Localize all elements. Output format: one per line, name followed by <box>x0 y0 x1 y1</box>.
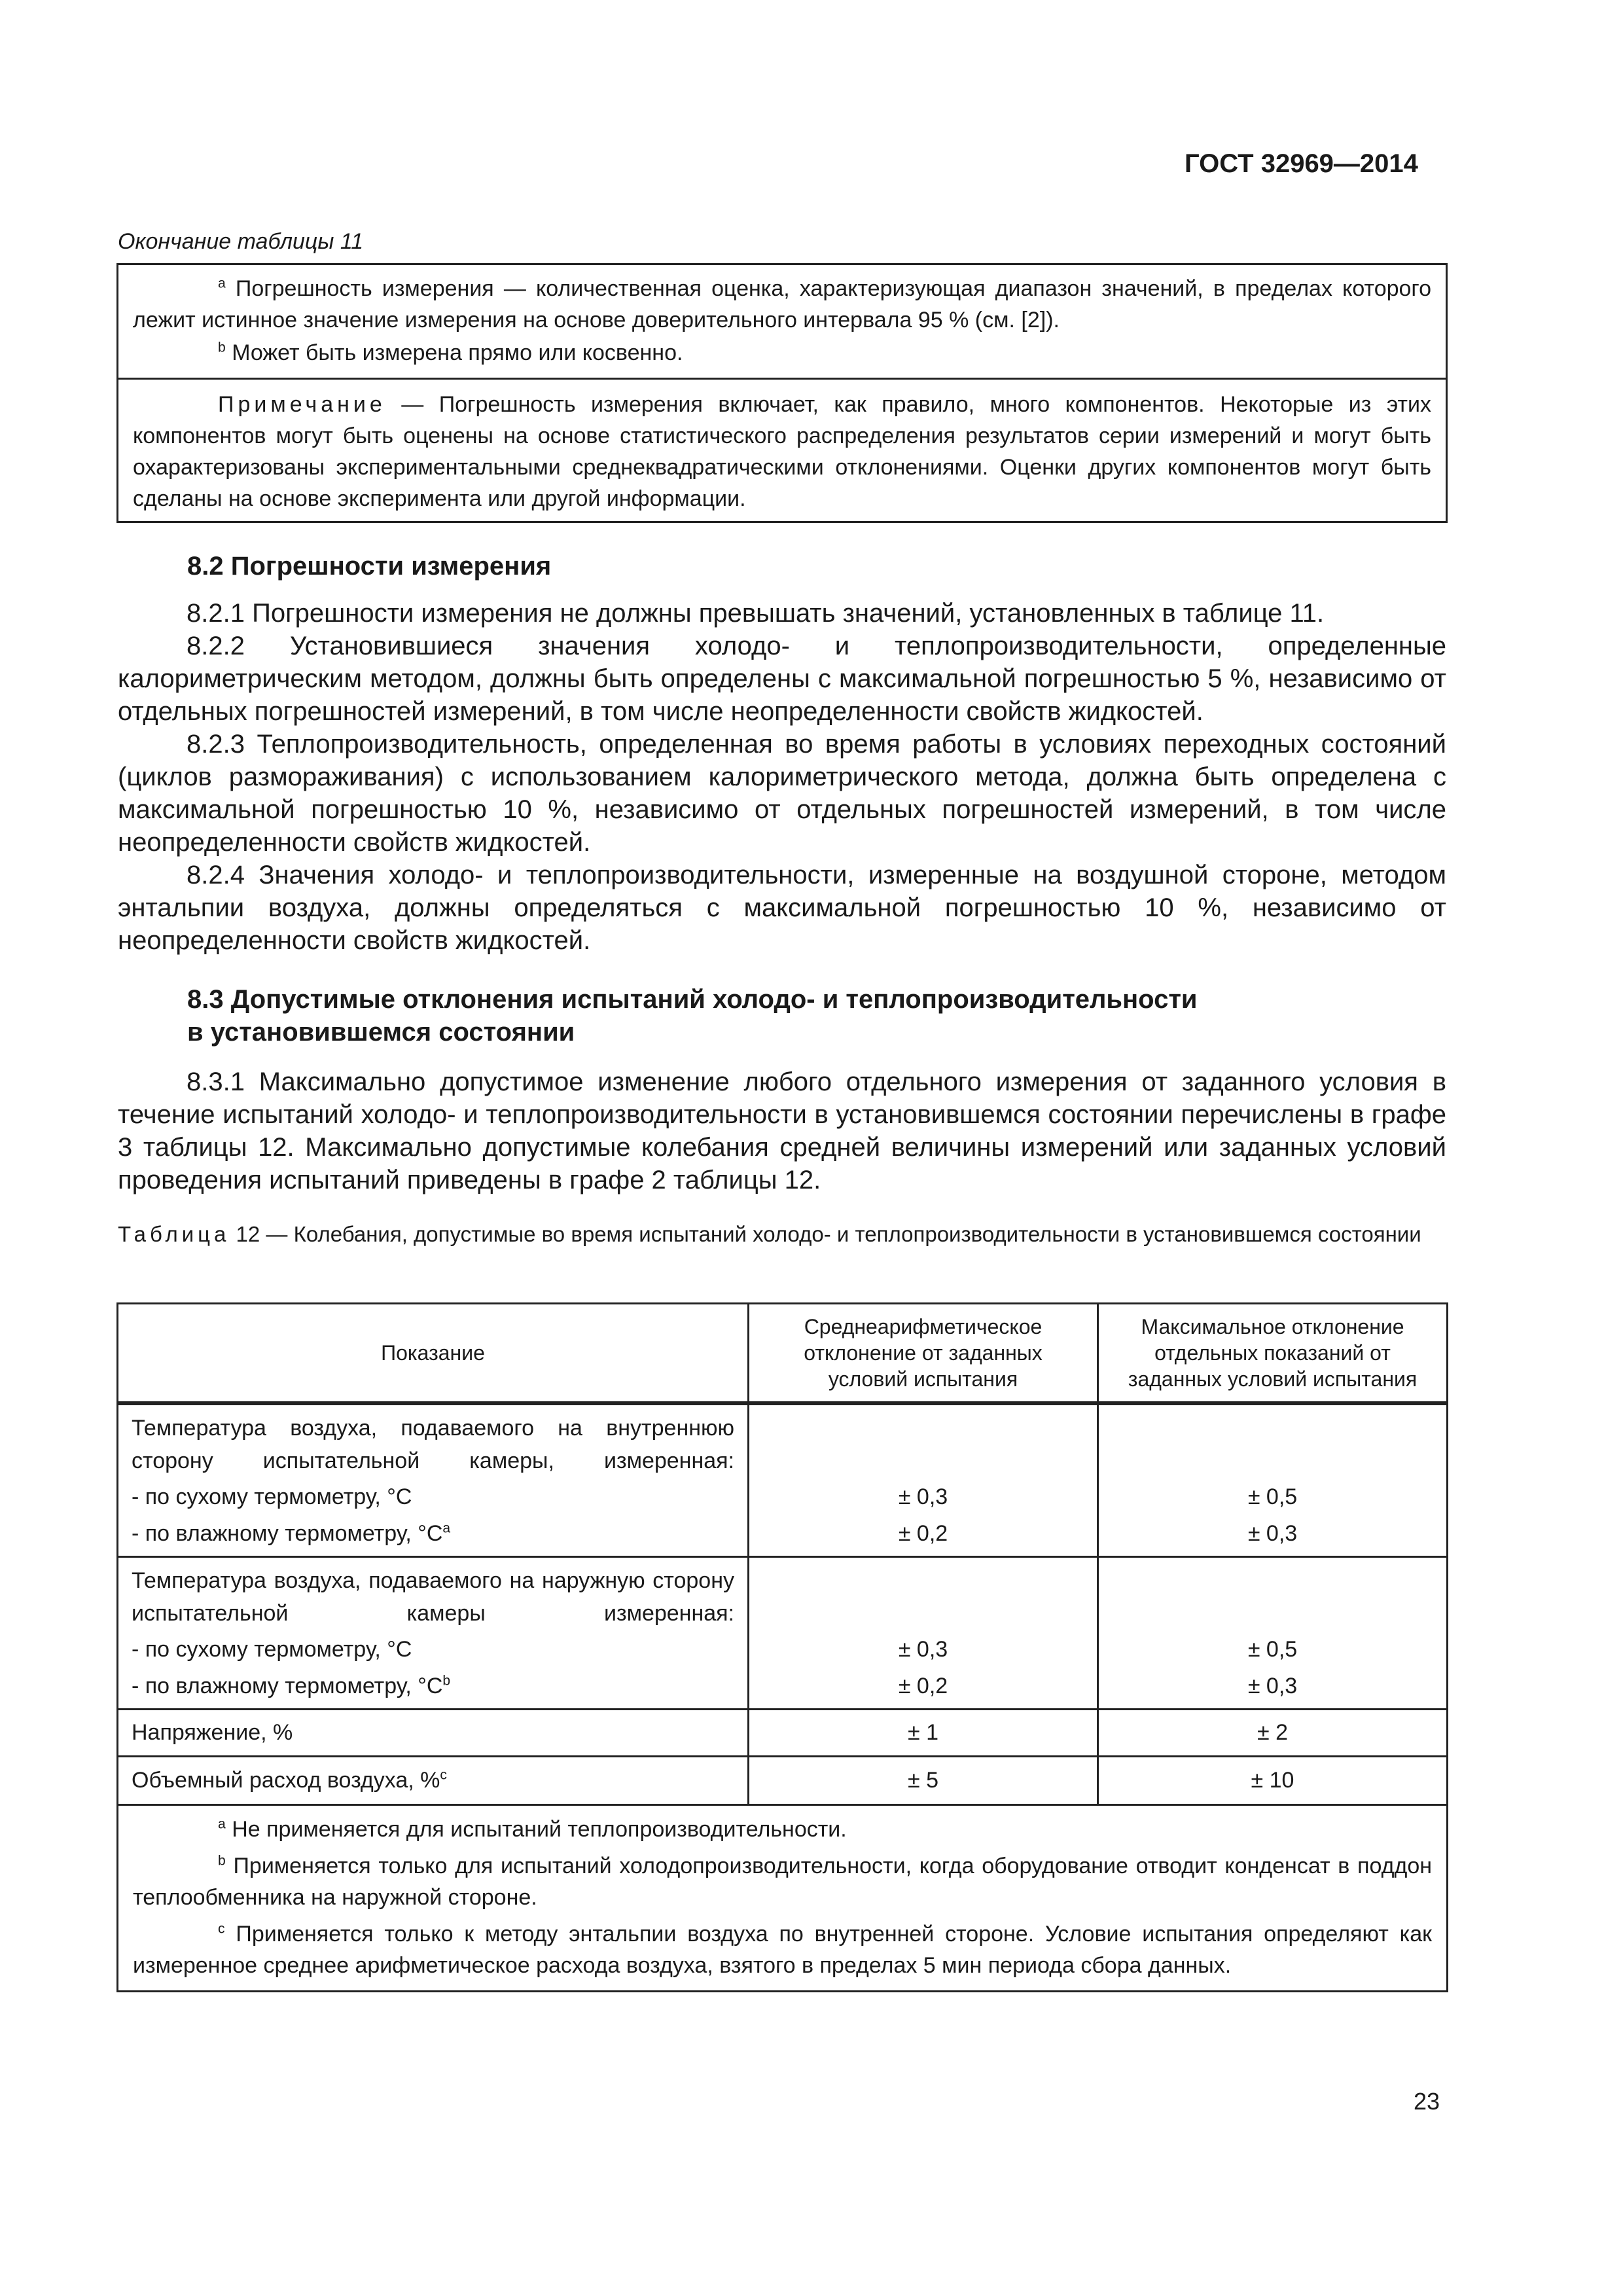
table12-row2-label-cell <box>118 1556 749 1709</box>
row2-dry: - по сухому термометру, °С <box>132 1636 412 1662</box>
table12-row1-label-cell <box>118 1403 749 1557</box>
table12-footnote-a: $^a$ Не применяется для испытаний теплопроизводительности. <box>218 1816 847 1842</box>
row1-wet-average: ± 0,2 <box>898 1520 948 1546</box>
table12 <box>116 1302 1448 1992</box>
row2-wet-average: ± 0,2 <box>898 1673 948 1698</box>
table12-header-indicator: Показание <box>118 1304 749 1403</box>
table12-row3-average: ± 1 <box>749 1709 1098 1756</box>
para-8-2-3: 8.2.3 Теплопроизводительность, определенная во время работы в условиях переходных состояний (циклов размораживания) с использованием калориметрического метода, должна быть определена с максимальной погрешностью 10 %, независимо от отдельных погрешностей измерений, в том числе неопределенности свойств жидкостей. <box>118 730 1446 857</box>
row1-wet: - по влажному термометру, $^\circ С^a$ <box>132 1520 451 1546</box>
table12-row4-max: ± 10 <box>1098 1756 1448 1804</box>
row1-dry-average: ± 0,3 <box>898 1484 948 1509</box>
page-number: 23 <box>1414 2088 1440 2115</box>
table-row <box>118 1556 1448 1709</box>
section-8-3-body <box>118 1066 1446 1196</box>
row1-dry-max: ± 0,5 <box>1247 1484 1298 1509</box>
table12-row4-label: Объемный расход воздуха, %$^c$ <box>118 1756 749 1804</box>
table-row <box>118 1403 1448 1557</box>
table11-footnotes <box>116 263 1448 380</box>
table12-row1-average-cell <box>749 1403 1098 1557</box>
row2-dry-max: ± 0,5 <box>1247 1636 1298 1662</box>
table12-row1-max-cell <box>1098 1403 1448 1557</box>
section-8-3-heading <box>187 983 1198 1049</box>
section-8-3-heading-line2: в установившемся состоянии <box>187 1018 575 1047</box>
table12-row2-max-cell <box>1098 1556 1448 1709</box>
section-8-2-heading: 8.2 Погрешности измерения <box>187 552 552 581</box>
table12-header-row <box>118 1304 1448 1403</box>
note-text: — Погрешность измерения включает, как правило, много компонентов. Некоторые из этих компонентов могут быть оценены на основе статистического распределения результатов серии измерений и могут быть охарактеризованы экспериментальными среднеквадратическими отклонениями. Оценки других компонентов могут быть сделаны на основе эксперимента или другой информации. <box>133 392 1431 511</box>
section-8-2-body <box>118 597 1446 957</box>
note-label: Примечание <box>218 392 386 417</box>
row1-wet-max: ± 0,3 <box>1247 1520 1298 1546</box>
table11-footnote-a: $^a$ Погрешность измерения — количественная оценка, характеризующая диапазон значений, в пределах которого лежит истинное значение измерения на основе доверительного интервала 95 % (см. [2]). <box>133 276 1431 332</box>
table11-note <box>116 378 1448 523</box>
table12-caption-label: Таблица <box>118 1222 230 1246</box>
para-8-2-2: 8.2.2 Установившиеся значения холодо- и теплопроизводительности, определенные калориметрическим методом, должны быть определены с максимальной погрешностью 5 %, независимо от отдельных погрешностей измерений, в том числе неопределенности свойств жидкостей. <box>118 632 1446 726</box>
table12-header-average-deviation: Среднеарифметическое отклонение от заданных условий испытания <box>749 1304 1098 1403</box>
table12-caption-text: 12 — Колебания, допустимые во время испытаний холодо- и теплопроизводительности в установившемся состоянии <box>230 1222 1421 1246</box>
table12-row2-average-cell <box>749 1556 1098 1709</box>
section-8-3-heading-line1: 8.3 Допустимые отклонения испытаний холодо- и теплопроизводительности <box>187 985 1198 1014</box>
row2-title: Температура воздуха, подаваемого на наружную сторону испытательной камеры измеренная: <box>132 1568 734 1626</box>
table12-footnotes-row <box>118 1804 1448 1991</box>
table12-row4-average: ± 5 <box>749 1756 1098 1804</box>
row1-dry: - по сухому термометру, °С <box>132 1484 412 1509</box>
table12-footnote-b: $^b$ Применяется только для испытаний холодопроизводительности, когда оборудование отводит конденсат в поддон теплообменника на наружной стороне. <box>133 1852 1433 1910</box>
para-8-3-1: 8.3.1 Максимально допустимое изменение любого отдельного измерения от заданного условия в течение испытаний холодо- и теплопроизводительности в установившемся состоянии перечислены в графе 3 таблицы 12. Максимально допустимые колебания средней величины измерений или заданных условий проведения испытаний приведены в графе 2 таблицы 12. <box>118 1067 1446 1194</box>
standard-number: ГОСТ 32969—2014 <box>1185 149 1418 178</box>
table12-row3-max: ± 2 <box>1098 1709 1448 1756</box>
row2-wet: - по влажному термометру, $^\circ С^b$ <box>132 1672 451 1698</box>
table11-continuation-caption: Окончание таблицы 11 <box>118 229 364 254</box>
table-row <box>118 1709 1448 1756</box>
para-8-2-4: 8.2.4 Значения холодо- и теплопроизводительности, измеренные на воздушной стороне, методом энтальпии воздуха, должны определяться с максимальной погрешностью 10 %, независимо от неопределенности свойств жидкостей. <box>118 861 1446 955</box>
table12-footnote-c: $^c$ Применяется только к методу энтальпии воздуха по внутренней стороне. Условие испытания определяют как измеренное среднее арифметическое расхода воздуха, взятого в пределах 5 мин периода сбора данных. <box>133 1920 1433 1978</box>
table12-header-max-deviation: Максимальное отклонение отдельных показаний от заданных условий испытания <box>1098 1304 1448 1403</box>
table12-row3-label: Напряжение, % <box>118 1709 749 1756</box>
table11-footnote-b: $^b$ Может быть измерена прямо или косвенно. <box>218 340 683 365</box>
table-row <box>118 1756 1448 1804</box>
row2-dry-average: ± 0,3 <box>898 1636 948 1662</box>
para-8-2-1: 8.2.1 Погрешности измерения не должны превышать значений, установленных в таблице 11. <box>187 599 1325 628</box>
table12-caption <box>118 1220 1446 1249</box>
row1-title: Температура воздуха, подаваемого на внутреннюю сторону испытательной камеры, измеренная: <box>132 1415 734 1473</box>
table12-footnotes <box>118 1804 1448 1991</box>
row2-wet-max: ± 0,3 <box>1247 1673 1298 1698</box>
